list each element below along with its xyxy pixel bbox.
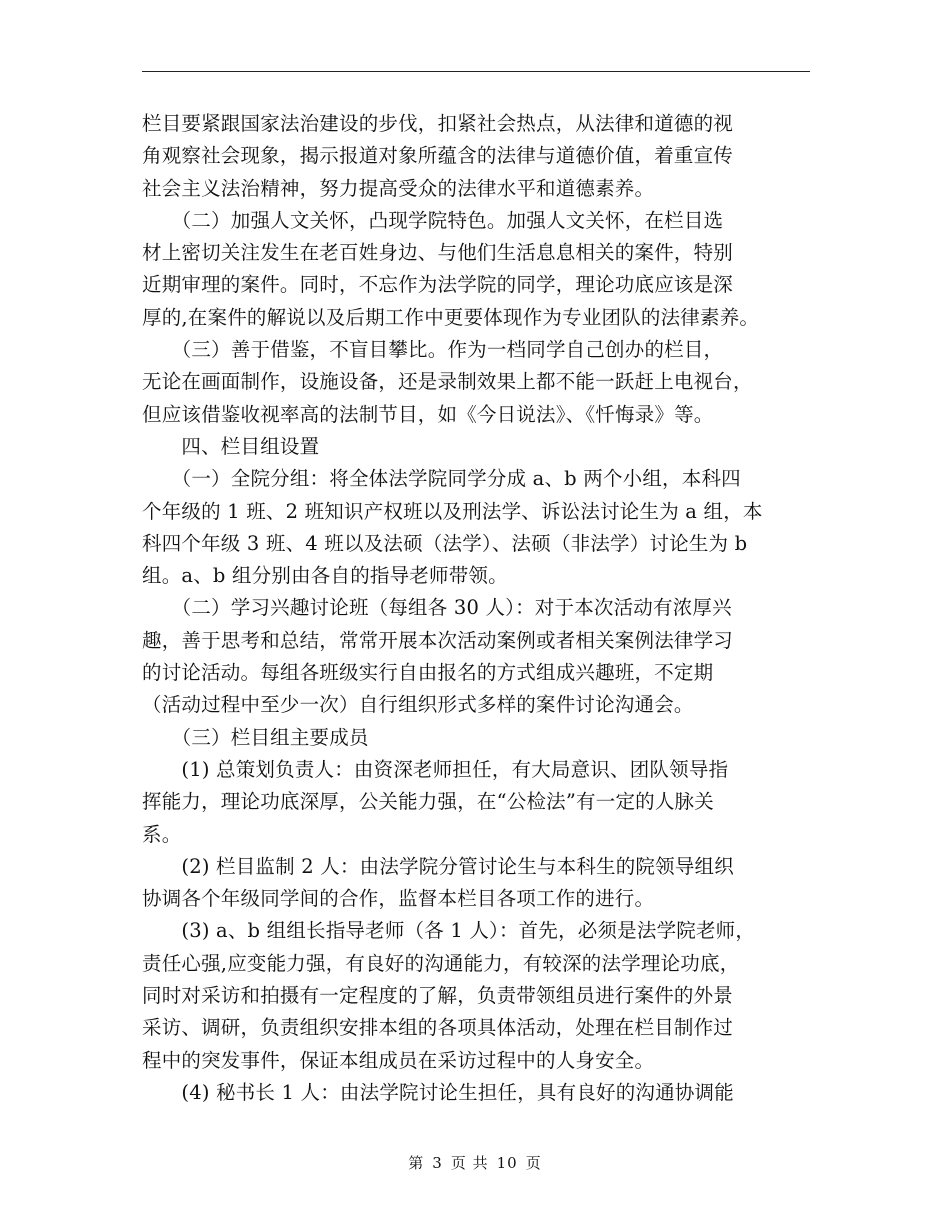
footer-suffix: 页: [525, 1154, 542, 1172]
text-line: (3) a、b 组组长指导老师（各 1 人）：首先，必须是法学院老师，: [142, 919, 756, 943]
text-line: （二）加强人文关怀，凸现学院特色。加强人文关怀，在栏目选: [142, 208, 724, 232]
text-line: 协调各个年级同学间的合作，监督本栏目各项工作的进行。: [142, 887, 655, 911]
text-line: 厚的,在案件的解说以及后期工作中更要体现作为专业团队的法律素养。: [142, 305, 760, 329]
text-line: 栏目要紧跟国家法治建设的步伐，扣紧社会热点，从法律和道德的视: [142, 112, 734, 135]
text-line: 程中的突发事件，保证本组成员在采访过程中的人身安全。: [142, 1048, 655, 1072]
total-pages: 10: [496, 1154, 518, 1172]
page-number: 3: [432, 1154, 443, 1172]
text-line: 的讨论活动。每组各班级实行自由报名的方式组成兴趣班，不定期: [142, 661, 714, 685]
text-line: （活动过程中至少一次）自行组织形式多样的案件讨论沟通会。: [142, 693, 694, 717]
text-line: 个年级的 1 班、2 班知识产权班以及刑法学、诉讼法讨论生为 a 组，本: [142, 499, 763, 523]
header-rule: [142, 71, 810, 72]
text-line: 趣，善于思考和总结，常常开展本次活动案例或者相关案例法律学习: [142, 628, 734, 652]
text-line: 但应该借鉴收视率高的法制节目，如《今日说法》、《忏悔录》等。: [142, 402, 714, 426]
text-line: 采访、调研，负责组织安排本组的各项具体活动，处理在栏目制作过: [142, 1016, 734, 1040]
text-line: 社会主义法治精神，努力提高受众的法律水平和道德素养。: [142, 176, 655, 200]
text-line: （一）全院分组：将全体法学院同学分成 a、b 两个小组，本科四: [142, 467, 741, 491]
page-footer: [0, 1152, 950, 1173]
text-line: 无论在画面制作，设施设备，还是录制效果上都不能一跃赶上电视台，: [142, 370, 753, 394]
text-line: 组。a、b 组分别由各自的指导老师带领。: [142, 564, 508, 588]
text-line: 角观察社会现象，揭示报道对象所蕴含的法律与道德价值，着重宣传: [142, 144, 734, 168]
section-heading: 四、栏目组设置: [142, 434, 320, 458]
subsection-heading: （三）栏目组主要成员: [142, 725, 369, 749]
text-line: 同时对采访和拍摄有一定程度的了解，负责带领组员进行案件的外景: [142, 984, 734, 1008]
text-line: (4) 秘书长 1 人：由法学院讨论生担任，具有良好的沟通协调能: [142, 1080, 734, 1104]
text-line: 挥能力，理论功底深厚，公关能力强，在“公检法”有一定的人脉关: [142, 790, 714, 814]
text-line: （二）学习兴趣讨论班（每组各 30 人）：对于本次活动有浓厚兴: [142, 596, 732, 620]
footer-prefix: 第: [408, 1154, 425, 1172]
body-text: [142, 108, 822, 1109]
text-line: 近期审理的案件。同时，不忘作为法学院的同学，理论功底应该是深: [142, 273, 734, 297]
text-line: (2) 栏目监制 2 人：由法学院分管讨论生与本科生的院领导组织: [142, 854, 734, 878]
footer-middle: 页 共: [450, 1154, 489, 1172]
text-line: 系。: [142, 822, 182, 846]
text-line: 责任心强,应变能力强，有良好的沟通能力，有较深的法学理论功底，: [142, 951, 740, 975]
text-line: （三）善于借鉴，不盲目攀比。作为一档同学自己创办的栏目，: [142, 338, 724, 362]
text-line: (1) 总策划负责人：由资深老师担任，有大局意识、团队领导指: [142, 757, 729, 781]
text-line: 材上密切关注发生在老百姓身边、与他们生活息息相关的案件，特别: [142, 241, 734, 265]
text-line: 科四个年级 3 班、4 班以及法硕（法学）、法硕（非法学）讨论生为 b: [142, 531, 748, 555]
